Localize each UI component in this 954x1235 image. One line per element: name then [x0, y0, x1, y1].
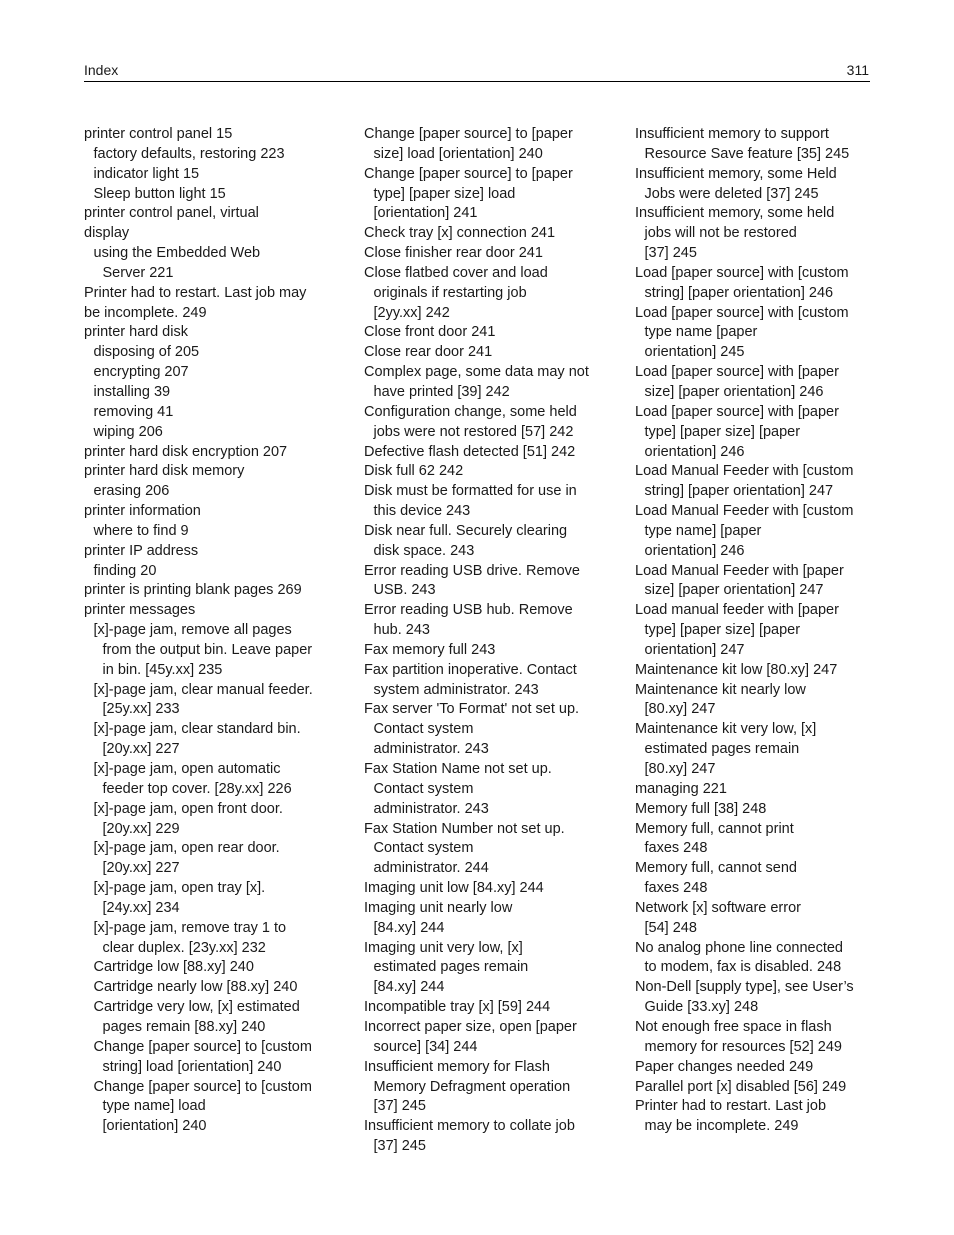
index-column-3	[635, 125, 870, 1137]
index-subentry: type name [paper	[644, 324, 758, 341]
index-subentry: to modem, fax is disabled. 248	[644, 959, 842, 976]
index-subentry: orientation] 246	[644, 542, 745, 559]
index-subentry: administrator. 243	[373, 741, 489, 758]
index-subentry: type name] [paper	[644, 522, 762, 539]
index-subentry: [80.xy] 247	[644, 761, 716, 777]
index-subentry: factory defaults, restoring 223	[93, 145, 285, 162]
index-subentry: Cartridge nearly low [88.xy] 240	[93, 979, 298, 996]
index-entry: Close finisher rear door 241	[364, 245, 543, 262]
index-subentry: using the Embedded Web	[93, 245, 261, 262]
index-subentry: removing 41	[93, 403, 174, 420]
index-subentry: type] [paper size] [paper	[644, 622, 801, 639]
index-subentry: installing 39	[93, 383, 171, 400]
index-entry: Insufficient memory for Flash	[364, 1058, 550, 1075]
index-entry: display	[84, 225, 130, 242]
index-subentry: estimated pages remain	[373, 959, 529, 976]
index-subentry: disposing of 205	[93, 344, 200, 361]
index-subentry: [37] 245	[373, 1138, 426, 1155]
index-entry: Memory full, cannot print	[635, 820, 794, 837]
index-entry: Fax Station Number not set up.	[364, 820, 565, 837]
index-subentry: size] load [orientation] 240	[373, 145, 543, 162]
index-subentry: [x]‑page jam, open rear door.	[93, 840, 280, 857]
index-subentry: hub. 243	[373, 622, 430, 639]
index-entry: Complex page, some data may not	[364, 364, 589, 381]
index-entry: Incompatible tray [x] [59] 244	[364, 999, 551, 1016]
index-entry: Fax Station Name not set up.	[364, 761, 552, 777]
index-subentry: administrator. 243	[373, 800, 489, 817]
index-column-1	[84, 125, 346, 1137]
index-entry: Fax memory full 243	[364, 641, 496, 658]
index-entry: Disk near full. Securely clearing	[364, 522, 568, 539]
index-subentry: jobs will not be restored	[644, 225, 797, 242]
index-entry: printer control panel 15	[84, 126, 233, 142]
index-subentry: faxes 248	[644, 840, 708, 857]
index-subentry: Guide [33.xy] 248	[644, 999, 759, 1016]
index-subentry: system administrator. 243	[373, 681, 539, 698]
index-subentry: [x]‑page jam, remove tray 1 to	[93, 919, 287, 936]
index-entry: Close flatbed cover and load	[364, 264, 548, 281]
index-entry: Incorrect paper size, open [paper	[364, 1018, 577, 1035]
index-entry: Insufficient memory, some Held	[635, 165, 837, 182]
index-subentry: [x]‑page jam, open front door.	[93, 800, 283, 817]
index-entry: Imaging unit low [84.xy] 244	[364, 880, 544, 897]
index-subentry: feeder top cover. [28y.xx] 226	[102, 780, 292, 797]
page-header	[84, 60, 870, 80]
index-subentry: Contact system	[373, 780, 474, 797]
index-subentry: [84.xy] 244	[373, 919, 445, 936]
index-entry: printer hard disk	[84, 324, 188, 341]
index-entry: printer messages	[84, 602, 196, 619]
index-entry: Change [paper source] to [paper	[364, 126, 573, 142]
index-entry: be incomplete. 249	[84, 304, 207, 321]
index-subentry: Sleep button light 15	[93, 185, 226, 202]
index-subentry: finding 20	[93, 562, 157, 579]
index-subentry: [orientation] 241	[373, 205, 478, 222]
index-entry: Error reading USB hub. Remove	[364, 602, 573, 619]
index-entry: Change [paper source] to [paper	[364, 165, 573, 182]
index-subentry: [20y.xx] 227	[102, 860, 180, 877]
index-entry: Insufficient memory to support	[635, 126, 829, 142]
index-subentry: [54] 248	[644, 919, 697, 936]
index-subentry: type name] load	[102, 1098, 206, 1115]
index-subentry: [x]‑page jam, open automatic	[93, 761, 281, 777]
index-subentry: wiping 206	[93, 423, 163, 440]
index-entry: Disk must be formatted for use in	[364, 483, 577, 500]
index-subentry: Change [paper source] to [custom	[93, 1078, 312, 1095]
index-subentry: orientation] 247	[644, 641, 745, 658]
index-entry: Configuration change, some held	[364, 403, 577, 420]
index-subentry: from the output bin. Leave paper	[102, 641, 313, 658]
index-subentry: this device 243	[373, 503, 471, 520]
index-entry: Memory full [38] 248	[635, 800, 767, 817]
index-entry: Load [paper source] with [custom	[635, 304, 849, 321]
index-subentry: [orientation] 240	[102, 1118, 207, 1135]
header-rule	[84, 81, 870, 82]
index-subentry: erasing 206	[93, 483, 170, 500]
index-subentry: [37] 245	[644, 245, 697, 262]
index-entry: Printer had to restart. Last job	[635, 1098, 827, 1115]
index-subentry: orientation] 245	[644, 344, 745, 361]
index-subentry: Contact system	[373, 721, 474, 738]
index-entry: Insufficient memory to collate job	[364, 1118, 575, 1135]
index-subentry: Change [paper source] to [custom	[93, 1038, 312, 1055]
index-entry: Paper changes needed 249	[635, 1058, 814, 1075]
index-entry: Network [x] software error	[635, 899, 801, 916]
index-subentry: estimated pages remain	[644, 741, 800, 758]
section-title: Index	[84, 62, 119, 78]
index-entry: Check tray [x] connection 241	[364, 225, 556, 242]
index-subentry: size] [paper orientation] 246	[644, 383, 824, 400]
index-subentry: [x]‑page jam, clear manual feeder.	[93, 681, 313, 698]
index-subentry: string] [paper orientation] 247	[644, 483, 834, 500]
index-entry: printer hard disk memory	[84, 463, 245, 480]
index-entry: Parallel port [x] disabled [56] 249	[635, 1078, 847, 1095]
index-subentry: type] [paper size] [paper	[644, 423, 801, 440]
index-subentry: Server 221	[102, 264, 174, 281]
index-entry: Load Manual Feeder with [paper	[635, 562, 844, 579]
index-subentry: faxes 248	[644, 880, 708, 897]
index-subentry: administrator. 244	[373, 860, 489, 877]
index-subentry: [20y.xx] 229	[102, 820, 180, 837]
index-entry: printer information	[84, 503, 201, 520]
index-entry: Maintenance kit nearly low	[635, 681, 806, 698]
index-entry: Fax partition inoperative. Contact	[364, 661, 577, 678]
index-entry: Maintenance kit very low, [x]	[635, 721, 817, 738]
index-subentry: type] [paper size] load	[373, 185, 516, 202]
index-subentry: [x]‑page jam, open tray [x].	[93, 880, 266, 897]
index-subentry: jobs were not restored [57] 242	[373, 423, 574, 440]
index-subentry: indicator light 15	[93, 165, 200, 182]
index-entry: Imaging unit very low, [x]	[364, 939, 523, 956]
index-subentry: Cartridge very low, [x] estimated	[93, 999, 300, 1016]
index-entry: Imaging unit nearly low	[364, 899, 513, 916]
index-subentry: have printed [39] 242	[373, 383, 510, 400]
index-entry: printer control panel, virtual	[84, 205, 259, 222]
index-entry: Printer had to restart. Last job may	[84, 284, 307, 301]
index-entry: printer IP address	[84, 542, 199, 559]
index-subentry: USB. 243	[373, 582, 436, 599]
index-subentry: originals if restarting job	[373, 284, 527, 301]
index-subentry: source] [34] 244	[373, 1038, 478, 1055]
index-entry: Load [paper source] with [custom	[635, 264, 849, 281]
index-entry: Defective flash detected [51] 242	[364, 443, 576, 460]
index-subentry: memory for resources [52] 249	[644, 1038, 842, 1055]
index-entry: Close front door 241	[364, 324, 496, 341]
index-subentry: Contact system	[373, 840, 474, 857]
index-column-2	[364, 125, 626, 1157]
index-subentry: in bin. [45y.xx] 235	[102, 661, 223, 678]
index-subentry: Resource Save feature [35] 245	[644, 145, 850, 162]
index-subentry: encrypting 207	[93, 364, 189, 381]
index-subentry: Cartridge low [88.xy] 240	[93, 959, 254, 976]
index-entry: No analog phone line connected	[635, 939, 843, 956]
index-subentry: clear duplex. [23y.xx] 232	[102, 939, 266, 956]
index-entry: Load Manual Feeder with [custom	[635, 503, 854, 520]
index-subentry: [84.xy] 244	[373, 979, 445, 996]
index-entry: Error reading USB drive. Remove	[364, 562, 580, 579]
index-entry: managing 221	[635, 780, 727, 797]
index-subentry: string] [paper orientation] 246	[644, 284, 834, 301]
index-entry: Memory full, cannot send	[635, 860, 797, 877]
index-subentry: size] [paper orientation] 247	[644, 582, 824, 599]
index-entry: Not enough free space in flash	[635, 1018, 832, 1035]
index-entry: Load Manual Feeder with [custom	[635, 463, 854, 480]
index-entry: printer hard disk encryption 207	[84, 443, 288, 460]
index-entry: Maintenance kit low [80.xy] 247	[635, 661, 838, 678]
index-subentry: may be incomplete. 249	[644, 1118, 799, 1135]
index-subentry: disk space. 243	[373, 542, 475, 559]
index-subentry: [20y.xx] 227	[102, 741, 180, 758]
index-entry: printer is printing blank pages 269	[84, 582, 302, 599]
index-subentry: pages remain [88.xy] 240	[102, 1018, 266, 1035]
index-subentry: string] load [orientation] 240	[102, 1058, 282, 1075]
index-subentry: [25y.xx] 233	[102, 701, 180, 718]
index-entry: Non‑Dell [supply type], see User’s	[635, 979, 854, 996]
index-entry: Insufficient memory, some held	[635, 205, 835, 222]
index-subentry: [2yy.xx] 242	[373, 304, 450, 321]
index-subentry: Memory Defragment operation	[373, 1078, 571, 1095]
index-entry: Load [paper source] with [paper	[635, 364, 839, 381]
index-entry: Close rear door 241	[364, 344, 493, 361]
index-subentry: [80.xy] 247	[644, 701, 716, 718]
page-number: 311	[846, 62, 869, 78]
index-subentry: Jobs were deleted [37] 245	[644, 185, 819, 202]
index-subentry: [24y.xx] 234	[102, 899, 180, 916]
index-subentry: [x]‑page jam, remove all pages	[93, 622, 292, 639]
index-entry: Disk full 62 242	[364, 463, 464, 480]
index-entry: Load [paper source] with [paper	[635, 403, 839, 420]
index-entry: Fax server 'To Format' not set up.	[364, 701, 580, 718]
index-subentry: [37] 245	[373, 1098, 426, 1115]
index-subentry: where to find 9	[93, 522, 189, 539]
index-subentry: [x]‑page jam, clear standard bin.	[93, 721, 301, 738]
index-subentry: orientation] 246	[644, 443, 745, 460]
index-entry: Load manual feeder with [paper	[635, 602, 839, 619]
